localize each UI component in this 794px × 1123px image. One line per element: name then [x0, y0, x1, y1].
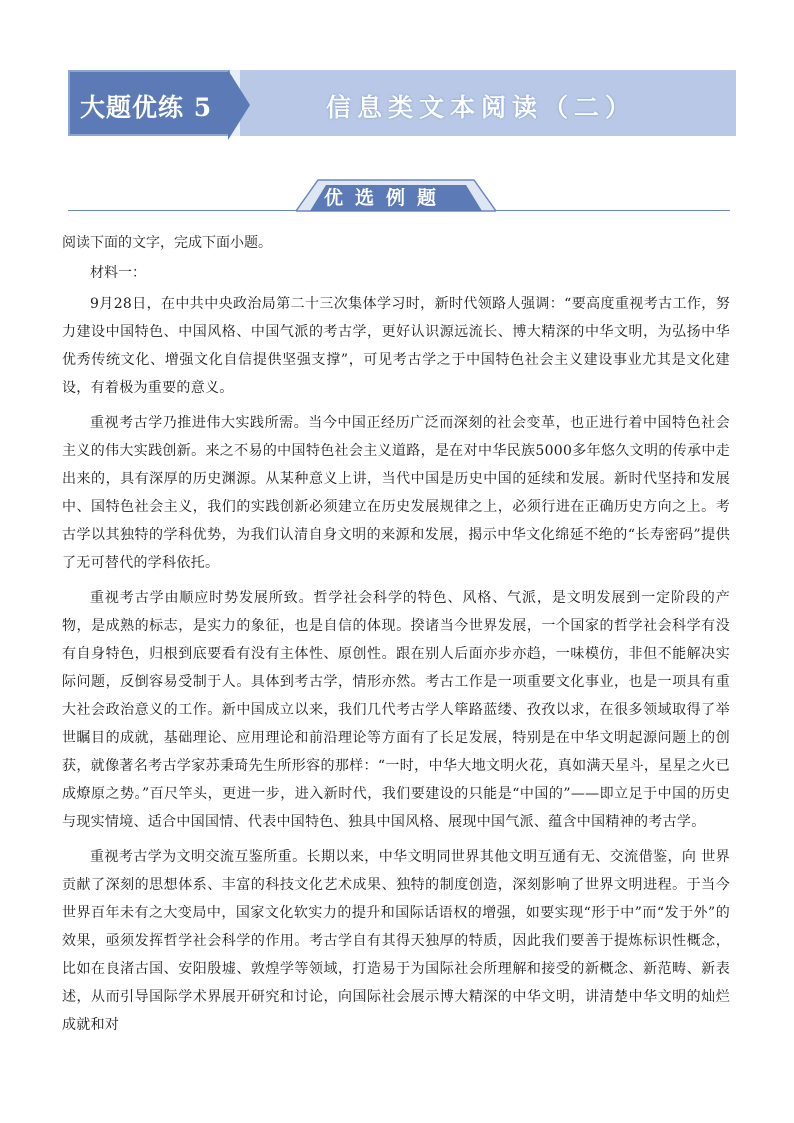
- paragraph: 重视考古学乃推进伟大实践所需。当今中国正经历广泛而深刻的社会变革，也正进行着中国特色社会主义的伟大实践创新。来之不易的中国特色社会主义道路，是在对中华民族5000多年悠久文明的传承中走出来的，具有深厚的历史渊源。从某种意义上讲，当代中国是历史中国的延续和发展。新时代坚持和发展中、国特色社会主义，我们的实践创新必须建立在历史发展规律之上，必须行进在正确历史方向之上。考古学以其独特的学科优势，为我们认清自身文明的来源和发展，揭示中华文化绵延不绝的“长寿密码”提供了无可替代的学科依托。: [62, 415, 730, 571]
- lesson-label-box: [68, 70, 230, 136]
- section-tag-label: 优选例题: [324, 187, 449, 209]
- section-tag: [296, 178, 496, 212]
- lesson-banner: [68, 70, 736, 138]
- instructions: 阅读下面的文字，完成下面小题。: [62, 235, 272, 251]
- lesson-label: 大题优练 5: [80, 93, 213, 122]
- paragraph: 重视考古学为文明交流互鉴所重。长期以来，中华文明同世界其他文明互通有无、交流借鉴，向 世界贡献了深刻的思想体系、丰富的科技文化艺术成果、独特的制度创造，深刻影响了世界文明进程。于当今世界百年未有之大变局中，国家文化软实力的提升和国际话语权的增强，如要实现“形于中”而“发于外”的效果，亟须发挥哲学社会科学的作用。考古学自有其得天独厚的特质，因此我们要善于提炼标识性概念，比如在良渚古国、安阳殷墟、敦煌学等领域，打造易于为国际社会所理解和接受的新概念、新范畴、新表述，从而引导国际学术界展开研究和讨论，向国际社会展示博大精深的中华文明，讲清楚中华文明的灿烂成就和对: [62, 849, 730, 1033]
- page-title: 信息类文本阅读（二）: [326, 93, 637, 122]
- material-label: 材料一：: [90, 265, 146, 281]
- article-body: [62, 290, 730, 1046]
- paragraph: 重视考古学由顺应时势发展所致。哲学社会科学的特色、风格、气派，是文明发展到一定阶段的产物，是成熟的标志，是实力的象征，也是自信的体现。揆诸当今世界发展，一个国家的哲学社会科学有没有自身特色，归根到底要看有没有主体性、原创性。跟在别人后面亦步亦趋，一味模仿，非但不能解决实际问题，反倒容易受制于人。具体到考古学，情形亦然。考古工作是一项重要文化事业，也是一项具有重大社会政治意义的工作。新中国成立以来，我们几代考古学人筚路蓝缕、孜孜以求，在很多领域取得了举世瞩目的成就，基础理论、应用理论和前沿理论等方面有了长足发展，特别是在中华文明起源问题上的创获，就像著名考古学家苏秉琦先生所形容的那样：“一时，中华大地文明火花，真如满天星斗，星星之火已成燎原之势。”百尺竿头，更进一步，进入新时代，我们要建设的只能是“中国的”——即立足于中国的历史与现实情境、适合中国国情、代表中国特色、独具中国风格、展现中国气派、蕴含中国精神的考古学。: [62, 590, 730, 830]
- paragraph: 9月28日，在中共中央政治局第二十三次集体学习时，新时代领路人强调：“要高度重视考古工作，努力建设中国特色、中国风格、中国气派的考古学，更好认识源远流长、博大精深的中华文明，为弘扬中华优秀传统文化、增强文化自信提供坚强支撑”，可见考古学之于中国特色社会主义建设事业尤其是文化建设，有着极为重要的意义。: [62, 296, 730, 396]
